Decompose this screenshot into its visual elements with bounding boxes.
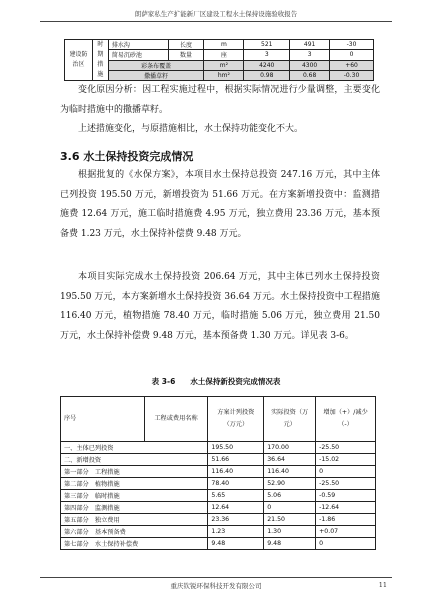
row-planned: 195.50 — [208, 442, 264, 454]
measure-change: 0 — [330, 50, 374, 60]
row-label: 一、主体已列投资 — [61, 442, 208, 454]
investment-row — [61, 442, 376, 454]
row-change: -25.50 — [316, 478, 376, 490]
planned-investment-paragraph: 根据批复的《水保方案》，本项目水土保持总投资 247.16 万元，其中主体已列投资 195.50 万元，新增投资为 51.66 万元。在方案新增投资中：监测措施费 12.64 万元，施工临时措施费 4.95 万元，独立费用 23.36 万元，基本预备费 1.23 万元，水土保持补偿费 9.48 万元。 — [60, 170, 380, 239]
measures-row — [65, 60, 374, 70]
measure-planned: 4240 — [244, 60, 290, 70]
row-actual: 0 — [264, 502, 316, 514]
row-change: 0 — [316, 538, 376, 550]
row-label: 第三部分 临时措施 — [61, 490, 208, 502]
col-header-actual: 实际投资（万元） — [264, 397, 316, 442]
measures-table — [64, 39, 374, 81]
col-header-name: 工程或费用名称 — [144, 397, 208, 442]
measures-row — [65, 70, 374, 80]
investment-table — [60, 396, 376, 550]
measure-planned: 3 — [244, 50, 290, 60]
investment-row — [61, 466, 376, 478]
row-actual: 116.40 — [264, 466, 316, 478]
row-change: -1.86 — [316, 514, 376, 526]
table-caption: 表 3-6 水土保持新投资完成情况表 — [151, 377, 281, 386]
row-planned: 23.36 — [208, 514, 264, 526]
measures-row — [65, 50, 374, 60]
measure-name: 撒播草籽 — [108, 70, 204, 80]
investment-row — [61, 490, 376, 502]
zone-label: 建设防治区 — [65, 40, 93, 81]
measure-actual: 4300 — [290, 60, 330, 70]
header-divider — [40, 21, 392, 22]
measure-unit: m — [204, 40, 244, 50]
col-header-planned: 方案计列投资（万元） — [208, 397, 264, 442]
row-label: 第六部分 基本预备费 — [61, 526, 208, 538]
row-label: 第二部分 植物措施 — [61, 478, 208, 490]
measure-planned: 0.98 — [244, 70, 290, 80]
investment-row — [61, 502, 376, 514]
row-label: 第七部分 水土保持补偿费 — [61, 538, 208, 550]
row-planned: 5.65 — [208, 490, 264, 502]
investment-row — [61, 526, 376, 538]
measure-name: 彩条布覆盖 — [108, 60, 204, 70]
measure-unit: 座 — [204, 50, 244, 60]
measure-unit-label: 数量 — [168, 50, 204, 60]
row-actual: 21.50 — [264, 514, 316, 526]
period-label: 时期措施 — [92, 40, 108, 81]
page-header: 朗萨家私生产扩能新厂区建设工程水土保持设施验收报告 — [134, 10, 298, 18]
actual-investment-paragraph: 本项目实际完成水土保持投资 206.64 万元，其中主体已列水土保持投资 195.50 万元，本方案新增水土保持投资 36.64 万元。水土保持投资中工程措施 116.40 万元，植物措施 78.40 万元，临时措施 5.06 万元，独立费用 21.50 万元，水土保持补偿费 9.48 万元，基本预备费 1.30 万元。详见表 3-6。 — [60, 272, 380, 341]
row-planned: 12.64 — [208, 502, 264, 514]
measure-unit-label: 长度 — [168, 40, 204, 50]
row-change: -0.59 — [316, 490, 376, 502]
measure-actual: 0.68 — [290, 70, 330, 80]
investment-header-row — [61, 397, 376, 442]
row-label: 第四部分 监测措施 — [61, 502, 208, 514]
row-actual: 52.90 — [264, 478, 316, 490]
measure-name: 排水沟 — [108, 40, 168, 50]
investment-row — [61, 538, 376, 550]
row-planned: 51.66 — [208, 454, 264, 466]
row-label: 第五部分 独立费用 — [61, 514, 208, 526]
page-footer: 重庆钦锐环保科技开发有限公司 — [170, 582, 262, 590]
measure-planned: 521 — [244, 40, 290, 50]
measure-change: -0.30 — [330, 70, 374, 80]
row-actual: 170.00 — [264, 442, 316, 454]
row-planned: 116.40 — [208, 466, 264, 478]
measure-unit: m² — [204, 60, 244, 70]
measure-change: -30 — [330, 40, 374, 50]
row-change: -25.50 — [316, 442, 376, 454]
row-planned: 78.40 — [208, 478, 264, 490]
row-label: 第一部分 工程措施 — [61, 466, 208, 478]
function-change-paragraph: 上述措施变化，与原措施相比，水土保持功能变化不大。 — [78, 124, 304, 134]
page-number: 11 — [378, 581, 387, 589]
row-actual: 9.48 — [264, 538, 316, 550]
measures-row — [65, 40, 374, 50]
row-actual: 36.64 — [264, 454, 316, 466]
row-label: 二、新增投资 — [61, 454, 208, 466]
row-planned: 9.48 — [208, 538, 264, 550]
investment-row — [61, 454, 376, 466]
footer-divider — [40, 577, 392, 578]
row-planned: 1.23 — [208, 526, 264, 538]
measure-actual: 491 — [290, 40, 330, 50]
investment-row — [61, 514, 376, 526]
change-reason-paragraph: 变化原因分析：因工程实施过程中，根据实际情况进行少量调整，主要变化为临时措施中的撒播草籽。 — [60, 85, 380, 115]
row-actual: 5.06 — [264, 490, 316, 502]
measure-actual: 3 — [290, 50, 330, 60]
investment-row — [61, 478, 376, 490]
measure-unit: hm² — [204, 70, 244, 80]
col-header-change: 增加（+）/减少（-） — [316, 397, 376, 442]
row-actual: 1.30 — [264, 526, 316, 538]
row-change: +0.07 — [316, 526, 376, 538]
row-change: 0 — [316, 466, 376, 478]
row-change: -15.02 — [316, 454, 376, 466]
measure-change: +60 — [330, 60, 374, 70]
measure-name: 简易沉砂池 — [108, 50, 168, 60]
section-heading: 3.6 水土保持投资完成情况 — [60, 150, 194, 163]
col-header-index: 序号 — [61, 397, 145, 442]
row-change: -12.64 — [316, 502, 376, 514]
